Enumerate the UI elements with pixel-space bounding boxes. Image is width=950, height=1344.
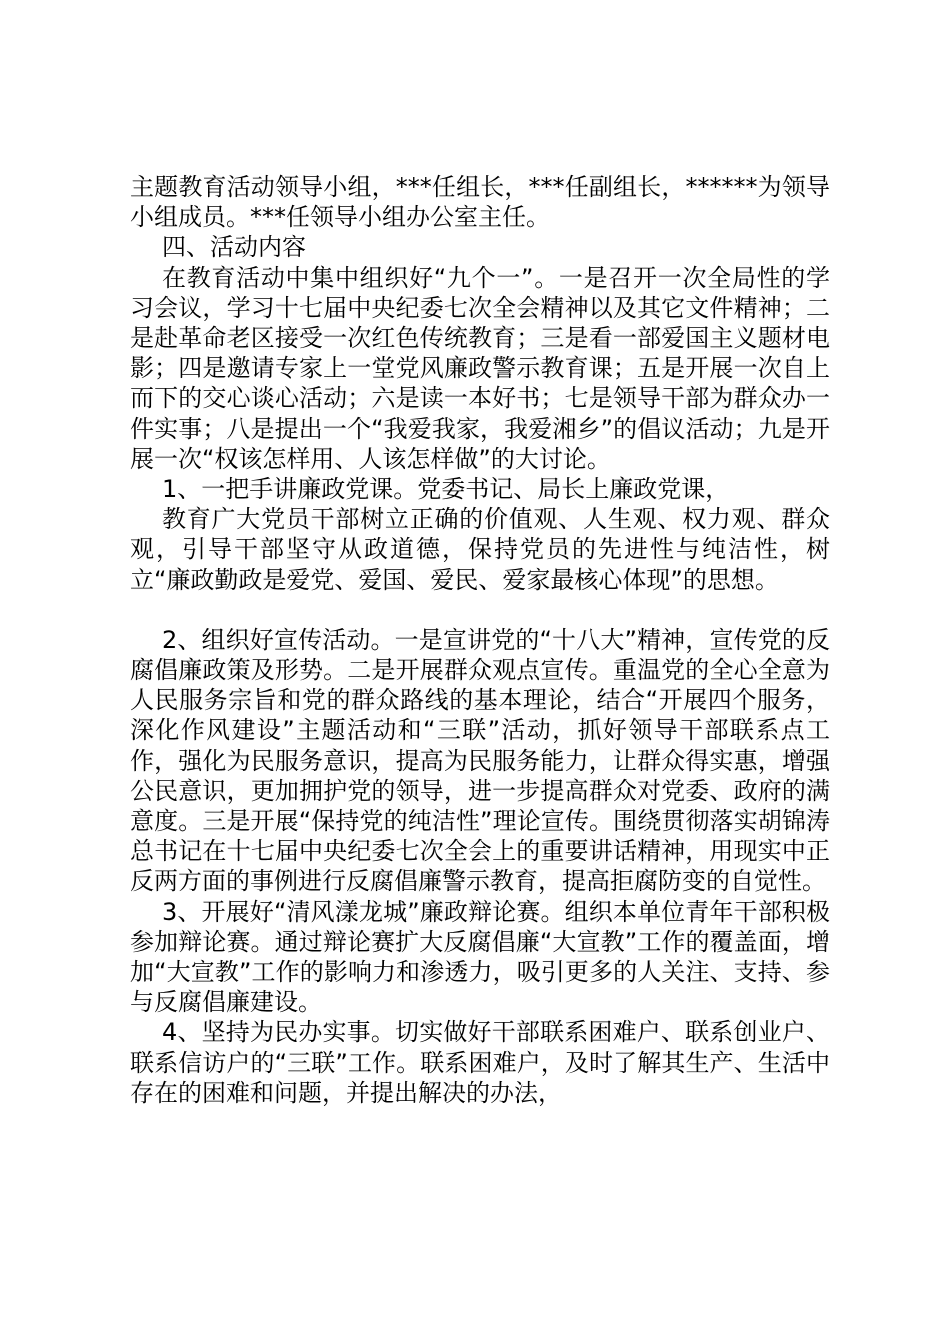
paragraph-nine-ones: 在教育活动中集中组织好“九个一”。一是召开一次全局性的学习会议，学习十七届中央纪委七次全会精神以及其它文件精神；二是赴革命老区接受一次红色传统教育；三是看一部爱国主义题材电影；四是邀请专家上一堂党风廉政警示教育课；五是开展一次自上而下的交心谈心活动；六是读一本好书；七是领导干部为群众办一件实事；八是提出一个“我爱我家，我爱湘乡”的倡议活动；九是开展一次“权该怎样用、人该怎样做”的大讨论。: [130, 263, 830, 473]
document-body: [130, 172, 830, 1108]
section-heading-activity-content: 四、活动内容: [162, 233, 306, 262]
paragraph-leadership-group: 主题教育活动领导小组，***任组长，***任副组长，******为领导小组成员。***任领导小组办公室主任。: [130, 173, 830, 232]
paragraph-item-3: 3、开展好“清风漾龙城”廉政辩论赛。组织本单位青年干部积极参加辩论赛。通过辩论赛扩大反腐倡廉“大宣教”工作的覆盖面，增加“大宣教”工作的影响力和渗透力，吸引更多的人关注、支持、参与反腐倡廉建设。: [130, 897, 830, 1017]
blank-line: [130, 595, 830, 625]
paragraph-item-2: 2、组织好宣传活动。一是宣讲党的“十八大”精神，宣传党的反腐倡廉政策及形势。二是开展群众观点宣传。重温党的全心全意为人民服务宗旨和党的群众路线的基本理论，结合“开展四个服务，深化作风建设”主题活动和“三联”活动，抓好领导干部联系点工作，强化为民服务意识，提高为民服务能力，让群众得实惠，增强公民意识，更加拥护党的领导，进一步提高群众对党委、政府的满意度。三是开展“保持党的纯洁性”理论宣传。围绕贯彻落实胡锦涛总书记在十七届中央纪委七次全会上的重要讲话精神，用现实中正反两方面的事例进行反腐倡廉警示教育，提高拒腐防变的自觉性。: [130, 625, 830, 896]
paragraph-item-1-title: 1、一把手讲廉政党课。党委书记、局长上廉政党课，: [162, 475, 730, 504]
paragraph-item-4: 4、坚持为民办实事。切实做好干部联系困难户、联系创业户、联系信访户的“三联”工作。联系困难户，及时了解其生产、生活中存在的困难和问题，并提出解决的办法，: [130, 1018, 830, 1107]
paragraph-item-1-body: 教育广大党员干部树立正确的价值观、人生观、权力观、群众观，引导干部坚守从政道德，保持党员的先进性与纯洁性，树立“廉政勤政是爱党、爱国、爱民、爱家最核心体现”的思想。: [130, 505, 830, 594]
